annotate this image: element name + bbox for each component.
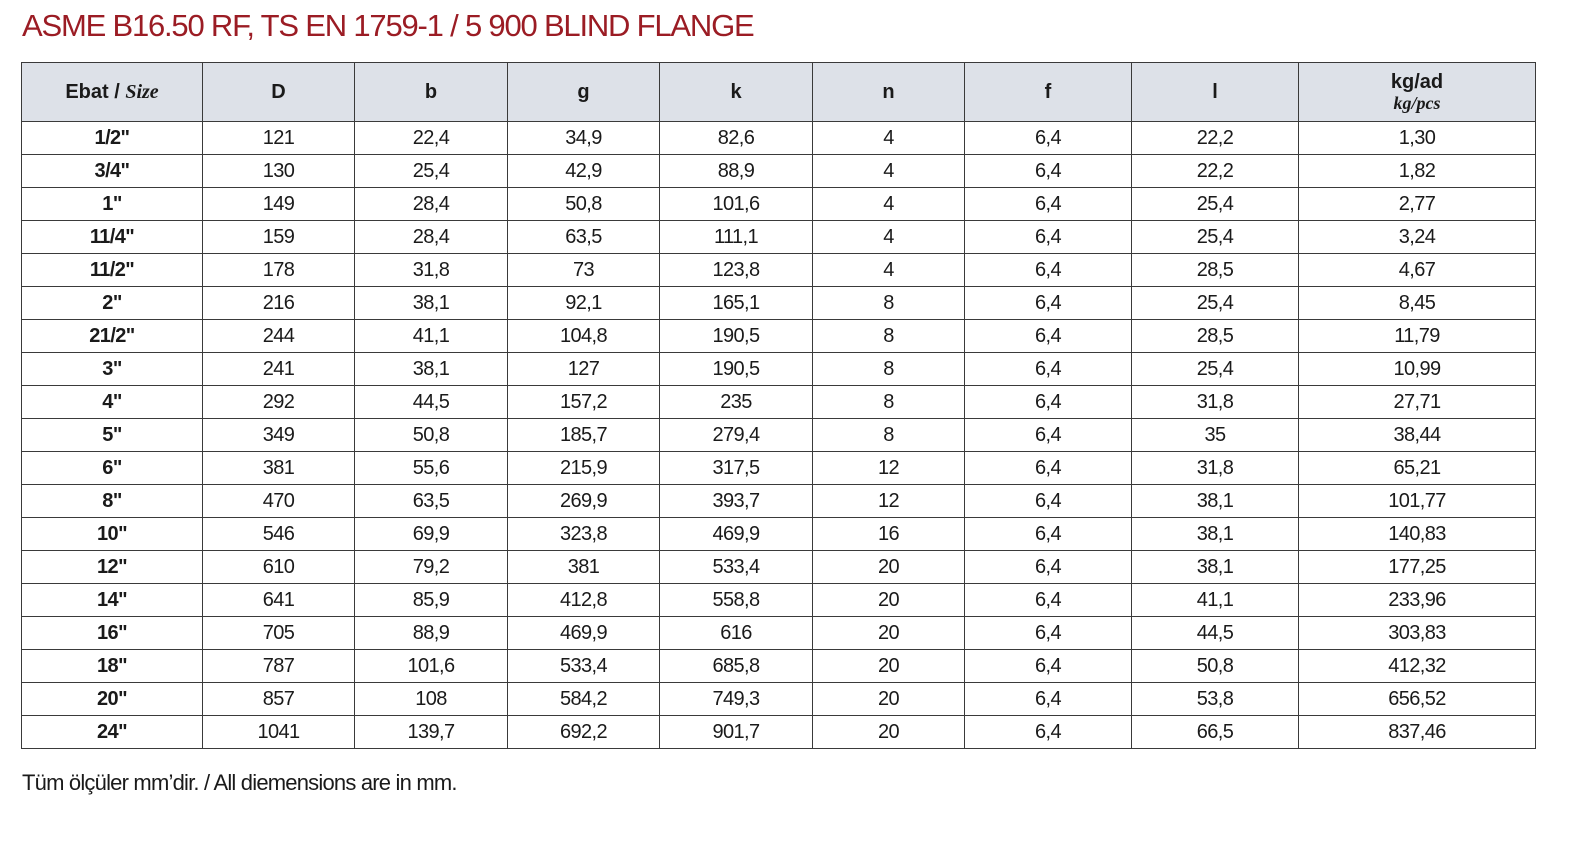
cell-n: 4 — [813, 122, 965, 155]
cell-l: 28,5 — [1132, 320, 1299, 353]
cell-d: 705 — [203, 617, 355, 650]
header-size-label: Ebat / — [65, 81, 120, 103]
cell-b: 79,2 — [355, 551, 508, 584]
cell-g: 412,8 — [508, 584, 660, 617]
cell-weight: 101,77 — [1299, 485, 1536, 518]
header-weight — [1299, 63, 1536, 122]
cell-g: 215,9 — [508, 452, 660, 485]
cell-f: 6,4 — [965, 683, 1132, 716]
cell-g: 157,2 — [508, 386, 660, 419]
cell-n: 16 — [813, 518, 965, 551]
page-title: ASME B16.50 RF, TS EN 1759-1 / 5 900 BLIND FLANGE — [22, 8, 754, 43]
cell-d: 121 — [203, 122, 355, 155]
table-row — [22, 584, 1536, 617]
cell-l: 38,1 — [1132, 485, 1299, 518]
cell-d: 149 — [203, 188, 355, 221]
cell-l: 66,5 — [1132, 716, 1299, 749]
cell-f: 6,4 — [965, 518, 1132, 551]
cell-b: 38,1 — [355, 287, 508, 320]
cell-b: 28,4 — [355, 188, 508, 221]
cell-g: 185,7 — [508, 419, 660, 452]
cell-g: 104,8 — [508, 320, 660, 353]
cell-d: 178 — [203, 254, 355, 287]
cell-l: 38,1 — [1132, 551, 1299, 584]
cell-weight: 1,30 — [1299, 122, 1536, 155]
cell-l: 35 — [1132, 419, 1299, 452]
cell-l: 22,2 — [1132, 155, 1299, 188]
cell-b: 50,8 — [355, 419, 508, 452]
cell-b: 44,5 — [355, 386, 508, 419]
cell-size: 11/2" — [22, 254, 203, 287]
cell-weight: 10,99 — [1299, 353, 1536, 386]
cell-weight: 303,83 — [1299, 617, 1536, 650]
cell-weight: 3,24 — [1299, 221, 1536, 254]
cell-size: 1" — [22, 188, 203, 221]
cell-n: 4 — [813, 254, 965, 287]
cell-d: 470 — [203, 485, 355, 518]
header-d: D — [203, 63, 355, 122]
cell-d: 130 — [203, 155, 355, 188]
cell-k: 317,5 — [660, 452, 813, 485]
cell-g: 34,9 — [508, 122, 660, 155]
cell-b: 69,9 — [355, 518, 508, 551]
cell-size: 3/4" — [22, 155, 203, 188]
cell-d: 610 — [203, 551, 355, 584]
table-row — [22, 485, 1536, 518]
table-row — [22, 320, 1536, 353]
cell-k: 123,8 — [660, 254, 813, 287]
cell-size: 4" — [22, 386, 203, 419]
table-body — [22, 122, 1536, 749]
cell-n: 8 — [813, 287, 965, 320]
cell-f: 6,4 — [965, 353, 1132, 386]
header-n: n — [813, 63, 965, 122]
cell-k: 469,9 — [660, 518, 813, 551]
cell-n: 12 — [813, 485, 965, 518]
header-g: g — [508, 63, 660, 122]
cell-k: 616 — [660, 617, 813, 650]
cell-b: 88,9 — [355, 617, 508, 650]
cell-d: 216 — [203, 287, 355, 320]
cell-g: 42,9 — [508, 155, 660, 188]
cell-l: 31,8 — [1132, 386, 1299, 419]
table-row — [22, 617, 1536, 650]
cell-g: 73 — [508, 254, 660, 287]
cell-d: 349 — [203, 419, 355, 452]
cell-f: 6,4 — [965, 419, 1132, 452]
cell-b: 22,4 — [355, 122, 508, 155]
cell-b: 101,6 — [355, 650, 508, 683]
cell-l: 25,4 — [1132, 221, 1299, 254]
cell-n: 8 — [813, 353, 965, 386]
cell-f: 6,4 — [965, 122, 1132, 155]
cell-k: 279,4 — [660, 419, 813, 452]
cell-weight: 8,45 — [1299, 287, 1536, 320]
cell-size: 18" — [22, 650, 203, 683]
header-f: f — [965, 63, 1132, 122]
table-row — [22, 683, 1536, 716]
cell-b: 108 — [355, 683, 508, 716]
cell-g: 381 — [508, 551, 660, 584]
cell-f: 6,4 — [965, 320, 1132, 353]
cell-weight: 140,83 — [1299, 518, 1536, 551]
table-header-row — [22, 63, 1536, 122]
footnote: Tüm ölçüler mm’dir. / All diemensions are in mm. — [22, 770, 457, 795]
cell-f: 6,4 — [965, 188, 1132, 221]
cell-f: 6,4 — [965, 617, 1132, 650]
table-row — [22, 155, 1536, 188]
cell-size: 3" — [22, 353, 203, 386]
table-row — [22, 716, 1536, 749]
cell-l: 44,5 — [1132, 617, 1299, 650]
cell-weight: 2,77 — [1299, 188, 1536, 221]
cell-size: 5" — [22, 419, 203, 452]
cell-n: 4 — [813, 155, 965, 188]
header-l: l — [1132, 63, 1299, 122]
cell-g: 50,8 — [508, 188, 660, 221]
cell-n: 4 — [813, 188, 965, 221]
cell-k: 533,4 — [660, 551, 813, 584]
cell-l: 28,5 — [1132, 254, 1299, 287]
cell-size: 11/4" — [22, 221, 203, 254]
cell-b: 25,4 — [355, 155, 508, 188]
table-row — [22, 353, 1536, 386]
table-row — [22, 287, 1536, 320]
cell-k: 82,6 — [660, 122, 813, 155]
cell-n: 20 — [813, 716, 965, 749]
cell-k: 235 — [660, 386, 813, 419]
cell-n: 20 — [813, 650, 965, 683]
cell-k: 901,7 — [660, 716, 813, 749]
cell-k: 190,5 — [660, 353, 813, 386]
cell-f: 6,4 — [965, 155, 1132, 188]
cell-g: 92,1 — [508, 287, 660, 320]
cell-weight: 38,44 — [1299, 419, 1536, 452]
cell-f: 6,4 — [965, 452, 1132, 485]
cell-g: 533,4 — [508, 650, 660, 683]
header-size — [22, 63, 203, 122]
cell-d: 159 — [203, 221, 355, 254]
cell-size: 10" — [22, 518, 203, 551]
cell-weight: 233,96 — [1299, 584, 1536, 617]
cell-b: 31,8 — [355, 254, 508, 287]
cell-f: 6,4 — [965, 650, 1132, 683]
header-k: k — [660, 63, 813, 122]
cell-l: 41,1 — [1132, 584, 1299, 617]
cell-l: 25,4 — [1132, 353, 1299, 386]
cell-k: 101,6 — [660, 188, 813, 221]
cell-f: 6,4 — [965, 485, 1132, 518]
table-row — [22, 518, 1536, 551]
cell-g: 127 — [508, 353, 660, 386]
header-weight-italic: kg/pcs — [1393, 93, 1441, 113]
cell-k: 111,1 — [660, 221, 813, 254]
header-b: b — [355, 63, 508, 122]
cell-b: 41,1 — [355, 320, 508, 353]
cell-n: 12 — [813, 452, 965, 485]
cell-size: 20" — [22, 683, 203, 716]
cell-k: 190,5 — [660, 320, 813, 353]
cell-d: 641 — [203, 584, 355, 617]
cell-k: 393,7 — [660, 485, 813, 518]
cell-b: 28,4 — [355, 221, 508, 254]
cell-weight: 177,25 — [1299, 551, 1536, 584]
cell-weight: 11,79 — [1299, 320, 1536, 353]
cell-n: 20 — [813, 584, 965, 617]
cell-k: 165,1 — [660, 287, 813, 320]
cell-k: 749,3 — [660, 683, 813, 716]
cell-l: 53,8 — [1132, 683, 1299, 716]
cell-b: 63,5 — [355, 485, 508, 518]
cell-g: 692,2 — [508, 716, 660, 749]
table-row — [22, 452, 1536, 485]
header-size-italic: Size — [125, 81, 159, 103]
cell-k: 558,8 — [660, 584, 813, 617]
cell-f: 6,4 — [965, 551, 1132, 584]
cell-l: 22,2 — [1132, 122, 1299, 155]
cell-b: 55,6 — [355, 452, 508, 485]
cell-d: 241 — [203, 353, 355, 386]
cell-n: 8 — [813, 419, 965, 452]
cell-k: 88,9 — [660, 155, 813, 188]
cell-f: 6,4 — [965, 716, 1132, 749]
cell-l: 50,8 — [1132, 650, 1299, 683]
cell-n: 4 — [813, 221, 965, 254]
table-row — [22, 221, 1536, 254]
header-weight-label: kg/ad — [1390, 71, 1444, 93]
cell-f: 6,4 — [965, 386, 1132, 419]
cell-d: 857 — [203, 683, 355, 716]
cell-weight: 4,67 — [1299, 254, 1536, 287]
cell-n: 20 — [813, 551, 965, 584]
cell-n: 20 — [813, 617, 965, 650]
cell-size: 12" — [22, 551, 203, 584]
cell-g: 323,8 — [508, 518, 660, 551]
cell-b: 139,7 — [355, 716, 508, 749]
cell-l: 25,4 — [1132, 287, 1299, 320]
cell-size: 16" — [22, 617, 203, 650]
cell-b: 38,1 — [355, 353, 508, 386]
cell-b: 85,9 — [355, 584, 508, 617]
cell-size: 14" — [22, 584, 203, 617]
cell-l: 38,1 — [1132, 518, 1299, 551]
cell-d: 546 — [203, 518, 355, 551]
cell-g: 269,9 — [508, 485, 660, 518]
cell-f: 6,4 — [965, 584, 1132, 617]
cell-f: 6,4 — [965, 287, 1132, 320]
cell-size: 1/2" — [22, 122, 203, 155]
cell-size: 21/2" — [22, 320, 203, 353]
cell-d: 381 — [203, 452, 355, 485]
cell-weight: 837,46 — [1299, 716, 1536, 749]
cell-f: 6,4 — [965, 221, 1132, 254]
cell-weight: 65,21 — [1299, 452, 1536, 485]
cell-d: 244 — [203, 320, 355, 353]
cell-weight: 412,32 — [1299, 650, 1536, 683]
cell-f: 6,4 — [965, 254, 1132, 287]
table-row — [22, 254, 1536, 287]
table-row — [22, 122, 1536, 155]
cell-g: 63,5 — [508, 221, 660, 254]
cell-n: 8 — [813, 320, 965, 353]
cell-size: 6" — [22, 452, 203, 485]
cell-g: 469,9 — [508, 617, 660, 650]
cell-size: 2" — [22, 287, 203, 320]
cell-g: 584,2 — [508, 683, 660, 716]
cell-n: 20 — [813, 683, 965, 716]
table-row — [22, 386, 1536, 419]
cell-d: 292 — [203, 386, 355, 419]
cell-weight: 656,52 — [1299, 683, 1536, 716]
flange-dimensions-table — [21, 62, 1536, 749]
table-row — [22, 419, 1536, 452]
table-row — [22, 650, 1536, 683]
cell-d: 1041 — [203, 716, 355, 749]
cell-d: 787 — [203, 650, 355, 683]
cell-size: 8" — [22, 485, 203, 518]
cell-l: 31,8 — [1132, 452, 1299, 485]
cell-size: 24" — [22, 716, 203, 749]
cell-weight: 1,82 — [1299, 155, 1536, 188]
table-row — [22, 188, 1536, 221]
table-row — [22, 551, 1536, 584]
cell-l: 25,4 — [1132, 188, 1299, 221]
cell-n: 8 — [813, 386, 965, 419]
cell-k: 685,8 — [660, 650, 813, 683]
cell-weight: 27,71 — [1299, 386, 1536, 419]
